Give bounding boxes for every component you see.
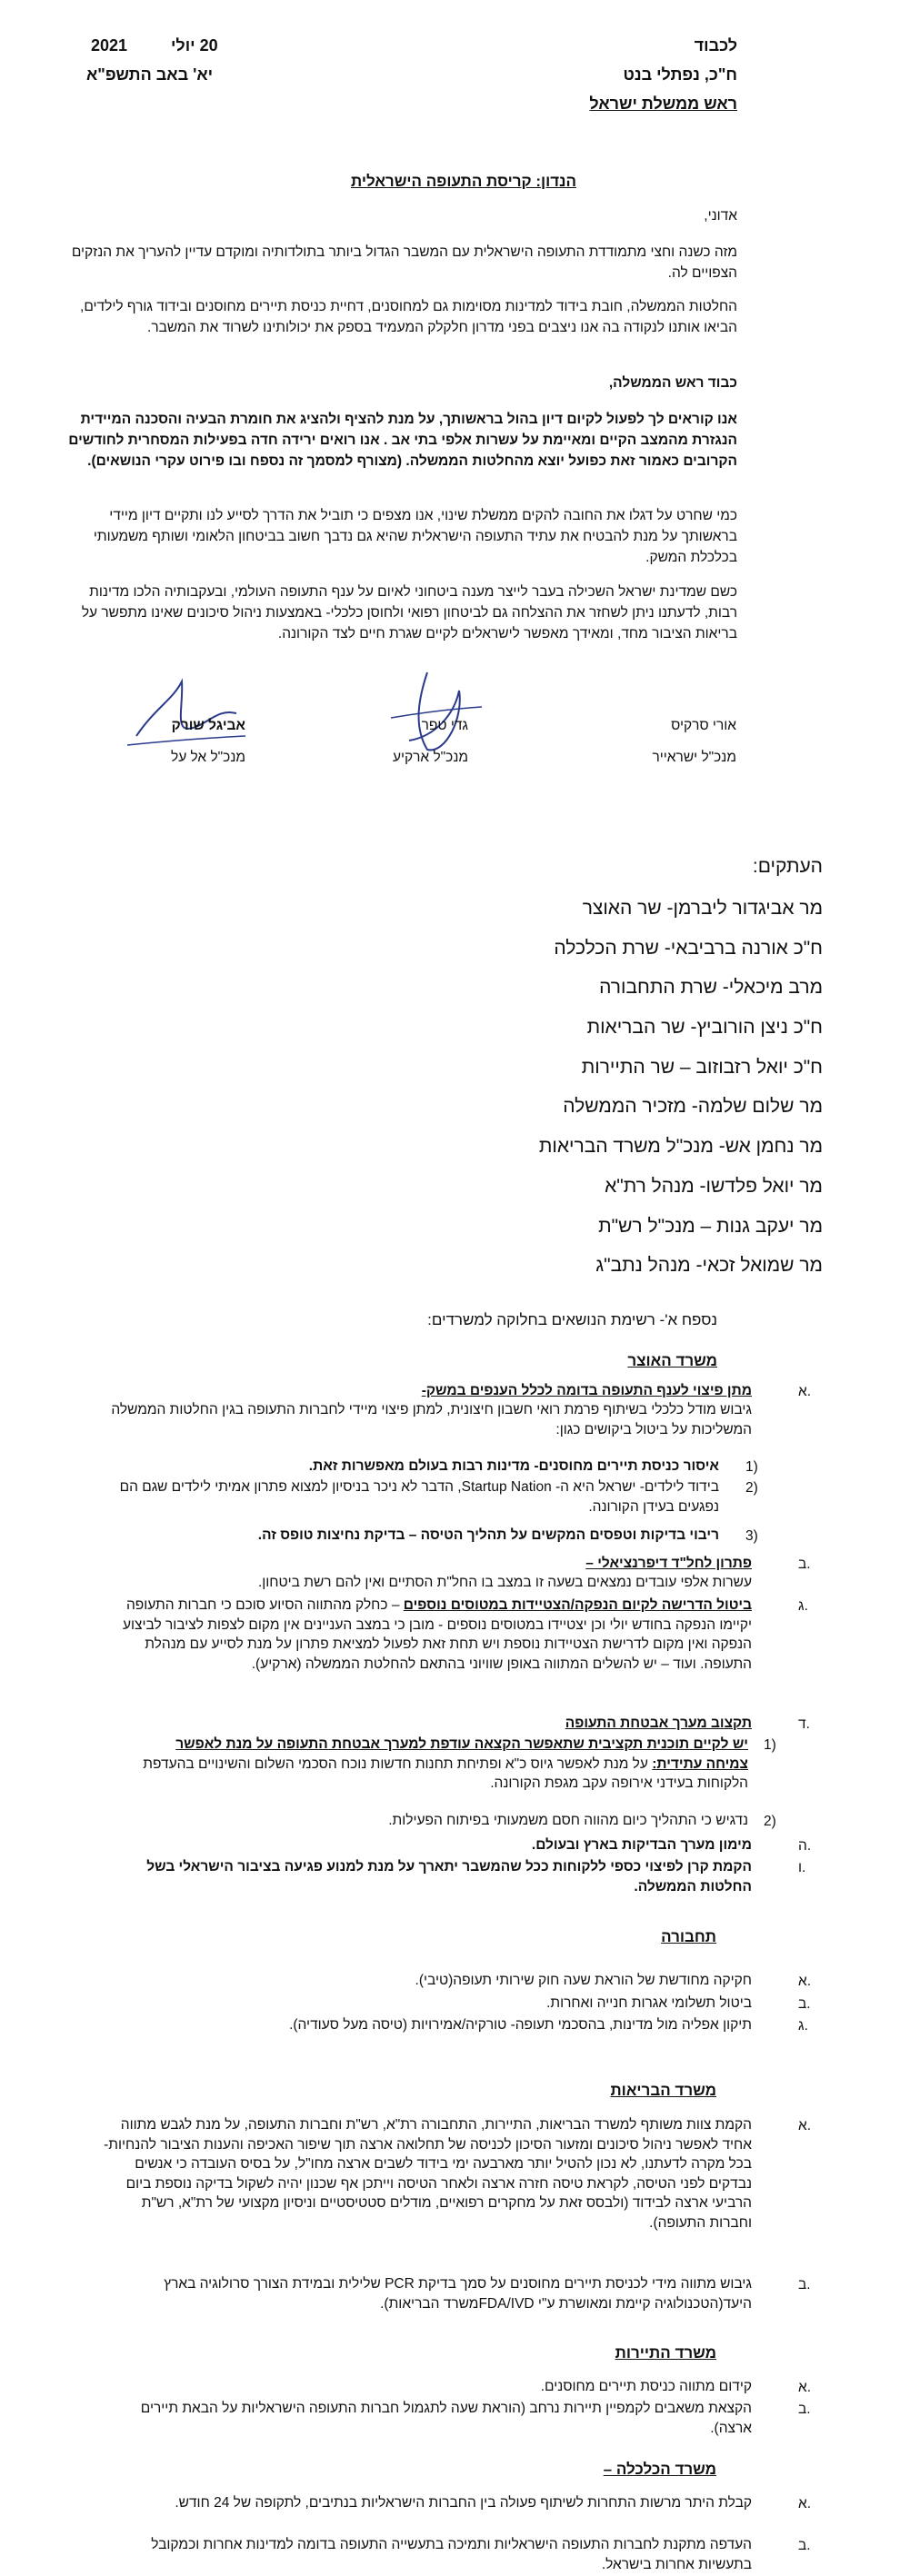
num-3: 3)	[745, 1528, 758, 1544]
finance-f: הקמת קרן לפיצוי כספי ללקוחות ככל שהמשבר יתארך על מנת למנוע פגיעה בציבור הישראלי בשל החלטות הממשלה.	[146, 1859, 752, 1895]
finance-d-head: תקצוב מערך אבטחת התעופה	[565, 1716, 752, 1731]
transport-title: תחבורה	[661, 1928, 716, 1945]
signatory-2-name: גדי טפר	[421, 718, 468, 733]
cc-item: מר יואל פלדשו- מנהל רת"א	[605, 1175, 823, 1197]
paragraph-3: כבוד ראש הממשלה,	[608, 375, 737, 391]
gregorian-date: 20 יולי	[171, 36, 218, 55]
health-title: משרד הבריאות	[610, 2082, 716, 2099]
num-d2: 2)	[764, 1814, 776, 1829]
finance-d1-head: יש לקיים תוכנית תקציבית שתאפשר הקצאה עודפת למערך אבטחת התעופה על מנת לאפשר צמיחה עתידית:	[175, 1736, 748, 1772]
finance-n3: ריבוי בדיקות וטפסים המקשים על תהליך הטיסה – בדיקת נחיצות טופס זה.	[257, 1527, 719, 1543]
cc-list	[314, 889, 823, 1286]
signature-sorek	[118, 672, 255, 759]
health-b: גיבוש מתווה מידי לכניסת תיירים מחוסנים על סמך בדיקת PCR שלילית ובמידת הצורך סרולוגיה בארץ היעד(הטכנולוגיה קיימת ומאושרת ע"י FDA/IVDמשרד הבריאות).	[164, 2276, 752, 2312]
finance-c	[97, 1596, 752, 1674]
letter-c: ג.	[798, 2018, 808, 2034]
tourism-title: משרד התיירות	[615, 2344, 716, 2362]
letter-a: א.	[798, 2496, 812, 2511]
transport-item-3: תיקון אפליה מול מדינות, בהסכמי תעופה- טורקיה/אמירויות (טיסה מעל סעודיה).	[289, 2017, 752, 2033]
letter-b: ב.	[798, 1996, 811, 2012]
num-1: 1)	[745, 1459, 758, 1475]
finance-d1	[130, 1735, 748, 1794]
letter-f: ו.	[798, 1860, 806, 1875]
signatory-3-name: אביגל שורק	[171, 718, 245, 733]
tourism-item-1: קידום מתווה כניסת תיירים מחוסנים.	[540, 2379, 752, 2394]
finance-n1: איסור כניסת תיירים מחוסנים- מדינות רבות בעולם מאפשרות זאת.	[308, 1458, 719, 1474]
greeting: אדוני,	[704, 208, 737, 224]
economy-item-1: קבלת היתר מרשות התחרות לשיתוף פעולה בין החברות הישראליות בנתיבים, לתקופה של 24 חודש.	[175, 2495, 752, 2511]
cc-item: מר נחמן אש- מנכ"ל משרד הבריאות	[538, 1136, 823, 1158]
paragraph-2: החלטות הממשלה, חובת בידוד למדינות מסוימות גם למחוסנים, דחיית כניסת תיירים מחוסנים ובידוד גורף לילדים, הביאו אותנו לנקודה בה אנו ניצבים בפני מדרון חלקלק המעמיד בספק את יכולותינו לשרוד את המשבר.	[80, 299, 737, 335]
finance-c-body: – כחלק מהתווה הסיוע סוכם כי חברות התעופה יקיימו הנפקה בחודש יולי וכן יצטיידו במטוסים נוספים - מובן כי במצב העניינים אין מקום לצפות לציבור לביצוע הנפקה ואין מקום לדרישת הצטיידות נוספת ויש תחת זאת לפעול למציאת פתרון על מנת לסייע עם מנהלת התעופה. ועוד – יש להשלים המתווה באופן שוויוני בהתאם להחלטת הממשלה (ארקיע).	[122, 1597, 752, 1672]
letter-b: ב.	[798, 2277, 811, 2293]
paragraph-4: אנו קוראים לך לפעול לקיום דיון בהול בראשותך, על מנת להציף ולהציג את חומרת הבעיה והסכנה המיידית הנגזרת מהמצב הקיים ומאיימת על עשרות אלפי בתי אב . אנו רואים ירידה חדה בפעילות המסחרית לחודשים הקרובים כאמור זאת כפועל יוצא מהחלטות הממשלה. (מצורף למסמך זה נספח ובו פירוט עקרי הנושאים).	[68, 412, 737, 469]
cc-item: מר יעקב גנות – מנכ"ל רש"ת	[598, 1215, 823, 1237]
health-a: הקמת צוות משותף למשרד הבריאות, התיירות, התחבורה רת"א, רש"ת וחברות התעופה, על מנת לגבש מתווה אחיד לאפשר ניהול סיכונים ומזעור הסיכון לכניסה של תחלואה ארצה תוך שיפור האכיפה והענות הציבור להנחיות- בכל מקרה לדעתנו, לא נכון להטיל יותר מארבעה ימי בידוד לשבים ארצה מחו"ל, על בסיס העובדה כי אנשים נבדקים לפני הטיסה, לקראת טיסה חזרה ארצה ולאחר הטיסה וייתכן אף שכנון יהיה לשקול בדיקה נוספת ביום הרביעי ארצה לבידוד (ולבסס זאת על מחקרים רפואיים, מודלים סטטיסטיים וניסיון מקצועי של רת"א, רש"ת וחברות התעופה).	[104, 2117, 752, 2231]
finance-n2: בידוד לילדים- ישראל היא ה- Startup Nation, הדבר לא ניכר בניסיון למצוא פתרון אמיתי לילדים שגם הם נפגעים בעידן הקורונה.	[119, 1479, 719, 1515]
letter-d: ד.	[798, 1716, 810, 1732]
year: 2021	[91, 36, 128, 55]
letter-b: ב.	[798, 2402, 811, 2417]
salutation-to: לכבוד	[694, 36, 737, 55]
finance-e: מימון מערך הבדיקות בארץ ובעולם.	[531, 1837, 752, 1853]
signatory-1-title: מנכ"ל ישראייר	[652, 750, 736, 765]
finance-d1-body: על מנת לאפשר גיוס כ"א ופתיחת תחנות חדשות נוכח הסכמי השלום והשינויים בהעדפת הלקוחות בעידני אירופה עקב מגפת הקורונה.	[143, 1755, 748, 1791]
finance-title: משרד האוצר	[627, 1352, 717, 1369]
signature-tapper	[373, 663, 500, 763]
cc-item: מר שלום שלמה- מזכיר הממשלה	[563, 1096, 823, 1118]
transport-item-1: חקיקה מחודשת של הוראת שעה חוק שירותי תעופה(טיבי).	[415, 1973, 752, 1988]
signatory-1-name: אורי סרקיס	[671, 718, 736, 733]
finance-b-head: פתרון לחל"ד דיפרנציאלי –	[585, 1556, 752, 1571]
finance-a-head: מתן פיצוי לענף התעופה בדומה לכלל הענפים במשק-	[421, 1383, 752, 1398]
cc-item: מרב מיכאלי- שרת התחבורה	[599, 977, 823, 999]
letter-a: א.	[798, 2380, 812, 2395]
paragraph-1: מזה כשנה וחצי מתמודדת התעופה הישראלית עם המשבר הגדול ביותר בתולדותיה ומוקדם עדיין להעריך את הנזקים הצפויים לה.	[71, 244, 737, 281]
recipient-name: ח"כ, נפתלי בנט	[623, 65, 737, 84]
cc-item: מר שמואל זכאי- מנהל נתב"ג	[595, 1255, 823, 1277]
letter-a: א.	[798, 1384, 812, 1399]
letter-e: ה.	[798, 1838, 812, 1854]
cc-title: העתקים:	[752, 856, 823, 877]
finance-d2: נדגיש כי התהליך כיום מהווה חסם משמעותי בפיתוח הפעילות.	[388, 1813, 748, 1828]
recipient-title: ראש ממשלת ישראל	[589, 94, 737, 113]
hebrew-date: יא' באב התשפ"א	[86, 65, 214, 84]
finance-a-body: גיבוש מודל כלכלי בשיתוף פרמת רואי חשבון חיצונית, למתן פיצוי מיידי לחברות התעופה בגין החלטות הממשלה המשליכות על ביטול ביקושים כגון:	[111, 1402, 752, 1437]
signatory-3-title: מנכ"ל אל על	[170, 750, 245, 765]
appendix-title: נספח א'- רשימת הנושאים בחלוקה למשרדים:	[427, 1311, 717, 1328]
cc-item: ח"כ יואל רזבוזוב – שר התיירות	[581, 1056, 823, 1078]
letter-c: ג.	[798, 1598, 808, 1614]
paragraph-5: כמי שחרט על דגלו את החובה להקים ממשלת שינוי, אנו מצפים כי תוביל את הדרך לסייע לנו ותקיים דיון מיידי בראשותך על מנת להבטיח את עתיד התעופה הישראלית שהיא גם נדבך חשוב בביטחון הלאומי ושותף משמעותי בכלכלת המשק.	[93, 508, 737, 565]
letter-a: א.	[798, 2118, 812, 2133]
cc-item: ח"כ ניצן הורוביץ- שר הבריאות	[586, 1017, 823, 1039]
signatory-2-title: מנכ"ל ארקיע	[392, 750, 468, 765]
num-d1: 1)	[764, 1737, 776, 1753]
economy-item-2: העדפה מתקנת לחברות התעופה הישראליות ותמיכה בתעשייה התעופה בדומה למדינות אחרות וכמקובל בתעשיות אחרות בישראל.	[151, 2537, 752, 2572]
tourism-item-2: הקצאת משאבים לקמפיין תיירות נרחב (הוראת שעה לתגמול חברות התעופה הישראליות על הבאת תיירים ארצה).	[140, 2401, 752, 2436]
letter-b: ב.	[798, 1557, 811, 1572]
economy-title: משרד הכלכלה –	[603, 2461, 716, 2478]
num-2: 2)	[745, 1480, 758, 1496]
letter-a: א.	[798, 1974, 812, 1989]
cc-item: ח"כ אורנה ברביבאי- שרת הכלכלה	[554, 937, 823, 959]
transport-item-2: ביטול תשלומי אגרות חנייה ואחרות.	[546, 1995, 752, 2011]
cc-item: מר אביגדור ליברמן- שר האוצר	[582, 898, 823, 919]
finance-c-head: ביטול הדרישה לקיום הנפקה/הצטיידות במטוסים נוספים	[403, 1597, 752, 1613]
finance-b-body: עשרות אלפי עובדים נמצאים בשעה זו במצב בו החל"ת הסתיים ואין להם רשת ביטחון.	[257, 1575, 752, 1590]
letter-b: ב.	[798, 2538, 811, 2553]
subject-line: הנדון: קריסת התעופה הישראלית	[350, 173, 577, 190]
paragraph-6: כשם שמדינת ישראל השכילה בעבר לייצר מענה ביטחוני לאיום על ענף התעופה העולמי, ובעקבותיה הלכו מדינות רבות, לדעתנו ניתן לשחזר את ההצלחה גם לביטחון רפואי ולחוסן כלכלי- באמצעות ניהול סיכונים שאינו מתפשר על בריאות הציבור מחד, ומאידך מאפשר לישראלים לקיים שגרת חיים לצד הקורונה.	[81, 584, 737, 642]
